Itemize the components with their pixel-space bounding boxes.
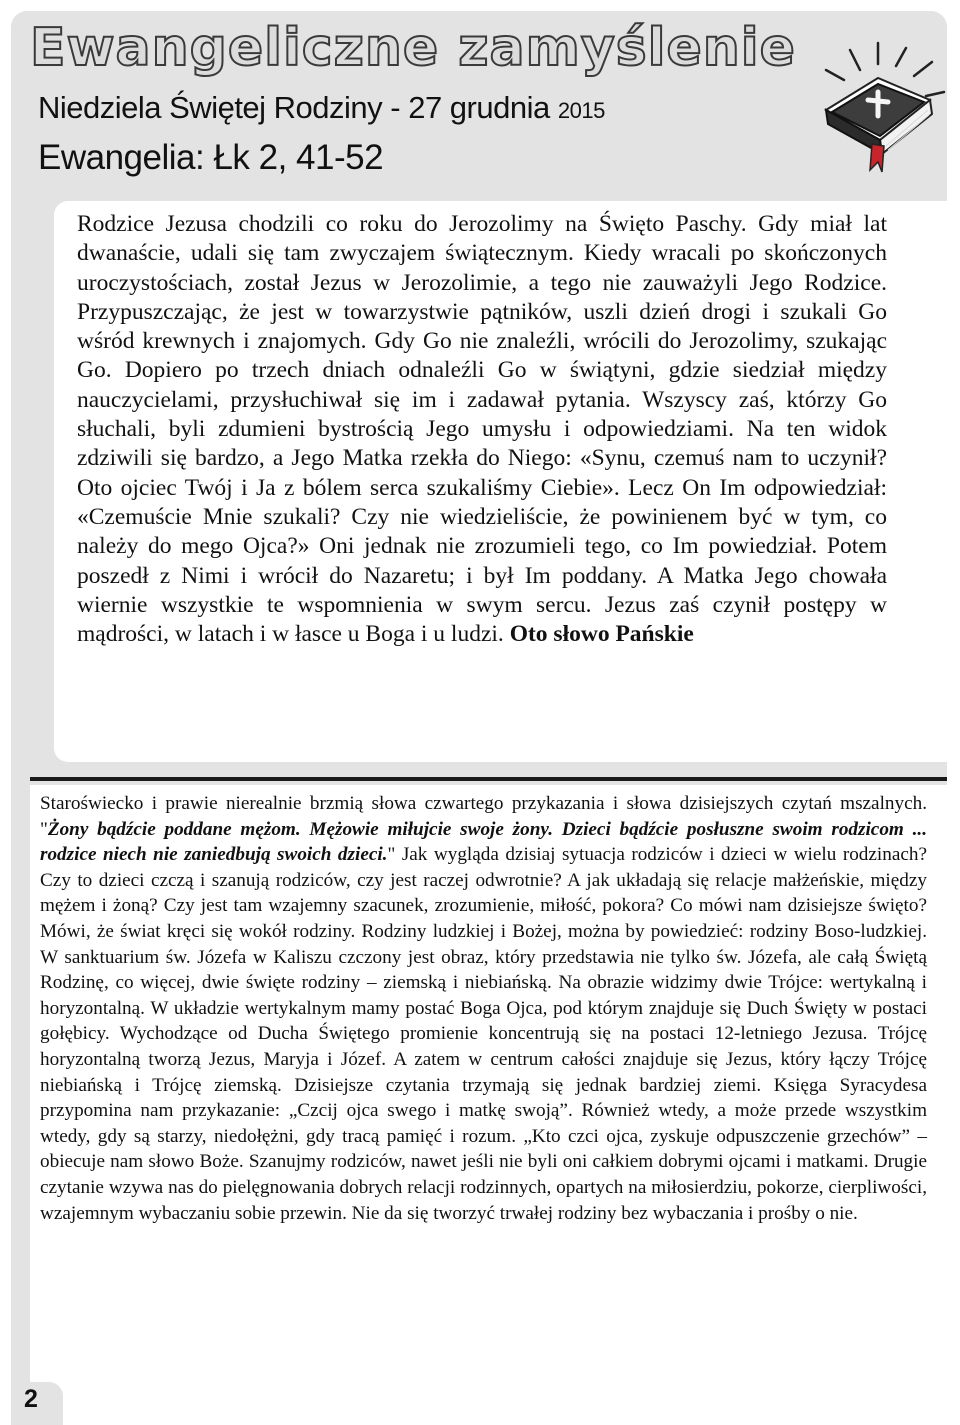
gospel-text (77, 210, 887, 649)
gospel-passage: Rodzice Jezusa chodzili co roku do Jerozolimy na Święto Paschy. Gdy miał lat dwanaście, udali się tam zwyczajem świątecznym. Kiedy wracali po skończonych uroczystościach, został Jezus w Jerozolimie, a tego nie zauważyli Jego Rodzice. Przypuszczając, że jest w towarzystwie pątników, uszli dzień drogi i szukali Go wśród krewnych i znajomych. Gdy Go nie znaleźli, wrócili do Jerozolimy, szukając Go. Dopiero po trzech dniach odnaleźli Go w świątyni, gdzie siedział między nauczycielami, przysłuchiwał się im i zadawał pytania. Wszyscy zaś, którzy Go słuchali, byli zdumieni bystrością Jego umysłu i odpowiedziami. Na ten widok zdziwili się bardzo, a Jego Matka rzekła do Niego: «Synu, czemuś nam to uczynił? Oto ojciec Twój i Ja z bólem serca szukaliśmy Ciebie». Lecz On Im odpowiedział: «Czemuście Mnie szukali? Czy nie wiedzieliście, że powinienem być w tym, co należy do mego Ojca?» Oni jednak nie zrozumieli tego, co Im powiedział. Potem poszedł z Nimi i wrócił do Nazaretu; i był Im poddany. A Matka Jego chowała wiernie wszystkie te wspomnienia w swym sercu. Jezus zaś czynił postępy w mądrości, w latach i w łasce u Boga i u ludzi. (77, 211, 887, 648)
reflection-text (40, 791, 927, 1226)
reflection-body: " Jak wygląda dzisiaj sytuacja rodziców i dzieci w wielu rodzinach? Czy to dzieci czczą i szanują rodziców, czy jest raczej odwrotnie? A jak układają się relacje małżeńskie, między mężem i żoną? Czy jest tam wzajemny szacunek, zrozumienie, miłość, pokora? Co mówi nam dzisiejsze święto? Mówi, że świat kręci się wokół rodziny. Rodziny ludzkiej i Bożej, można by powiedzieć: rodziny Boso-ludzkiej. W sanktuarium św. Józefa w Kaliszu czczony jest obraz, który przedstawia nie tylko św. Józefa, ale całą Świętą Rodzinę, co więcej, dwie święte rodziny – ziemską i niebiańską. Na obrazie widzimy dwie Trójce: wertykalną i horyzontalną. W układzie wertykalnym mamy postać Boga Ojca, pod którym znajduje się Duch Święty w postaci gołębicy. Wychodzące od Ducha Świętego promienie koncentrują się na postaci 12-letniego Jezusa. Trójcę horyzontalną tworzą Jezus, Maryja i Józef. A zatem w centrum całości znajduje się Jezus, który łączy Trójcę niebiańską i Trójcę ziemską. Dzisiejsze czytania trzymają się jednak bardziej ziemi. Księga Syracydesa przypomina nam przykazanie: „Czcij ojca swego i matkę swoją”. Również wtedy, a może przede wszystkim wtedy, gdy są starzy, niedołężni, gdy tracą pamięć i rozum. „Kto czci ojca, zyskuje odpuszczenie grzechów” – obiecuje nam słowo Boże. Szanujmy rodziców, nawet jeśli nie byli oni całkiem dobrymi ojcami i matkami. Drugie czytanie wzywa nas do pielęgnowania dobrych relacji rodzinnych, opartych na miłosierdziu, pokorze, cierpliwości, wzajemnym wybaczaniu sobie przewin. Nie da się tworzyć trwałej rodziny bez wybaczania i prośby o nie. (40, 844, 927, 1224)
page-number: 2 (24, 1385, 38, 1413)
masthead-title: Ewangeliczne zamyślenie (30, 18, 796, 78)
gospel-reference: Ewangelia: Łk 2, 41-52 (38, 138, 384, 177)
reflection-quote: Żony bądźcie poddane mężom. Mężowie miłujcie swoje żony. Dzieci bądźcie posłuszne swoim rodzicom ... rodzice niech nie zaniedbują swoich dzieci. (40, 818, 927, 866)
gospel-closing: Oto słowo Pańskie (509, 621, 694, 648)
sunday-subtitle (38, 92, 605, 123)
reflection-intro: Staroświecko i prawie nierealnie brzmią słowa czwartego przykazania i słowa dzisiejszych czytań mszalnych. " (40, 793, 927, 840)
section-divider (30, 777, 947, 781)
subtitle-year: 2015 (557, 98, 605, 123)
subtitle-text: Niedziela Świętej Rodziny - 27 grudnia (38, 90, 550, 125)
bible-with-cross-icon (808, 40, 948, 175)
